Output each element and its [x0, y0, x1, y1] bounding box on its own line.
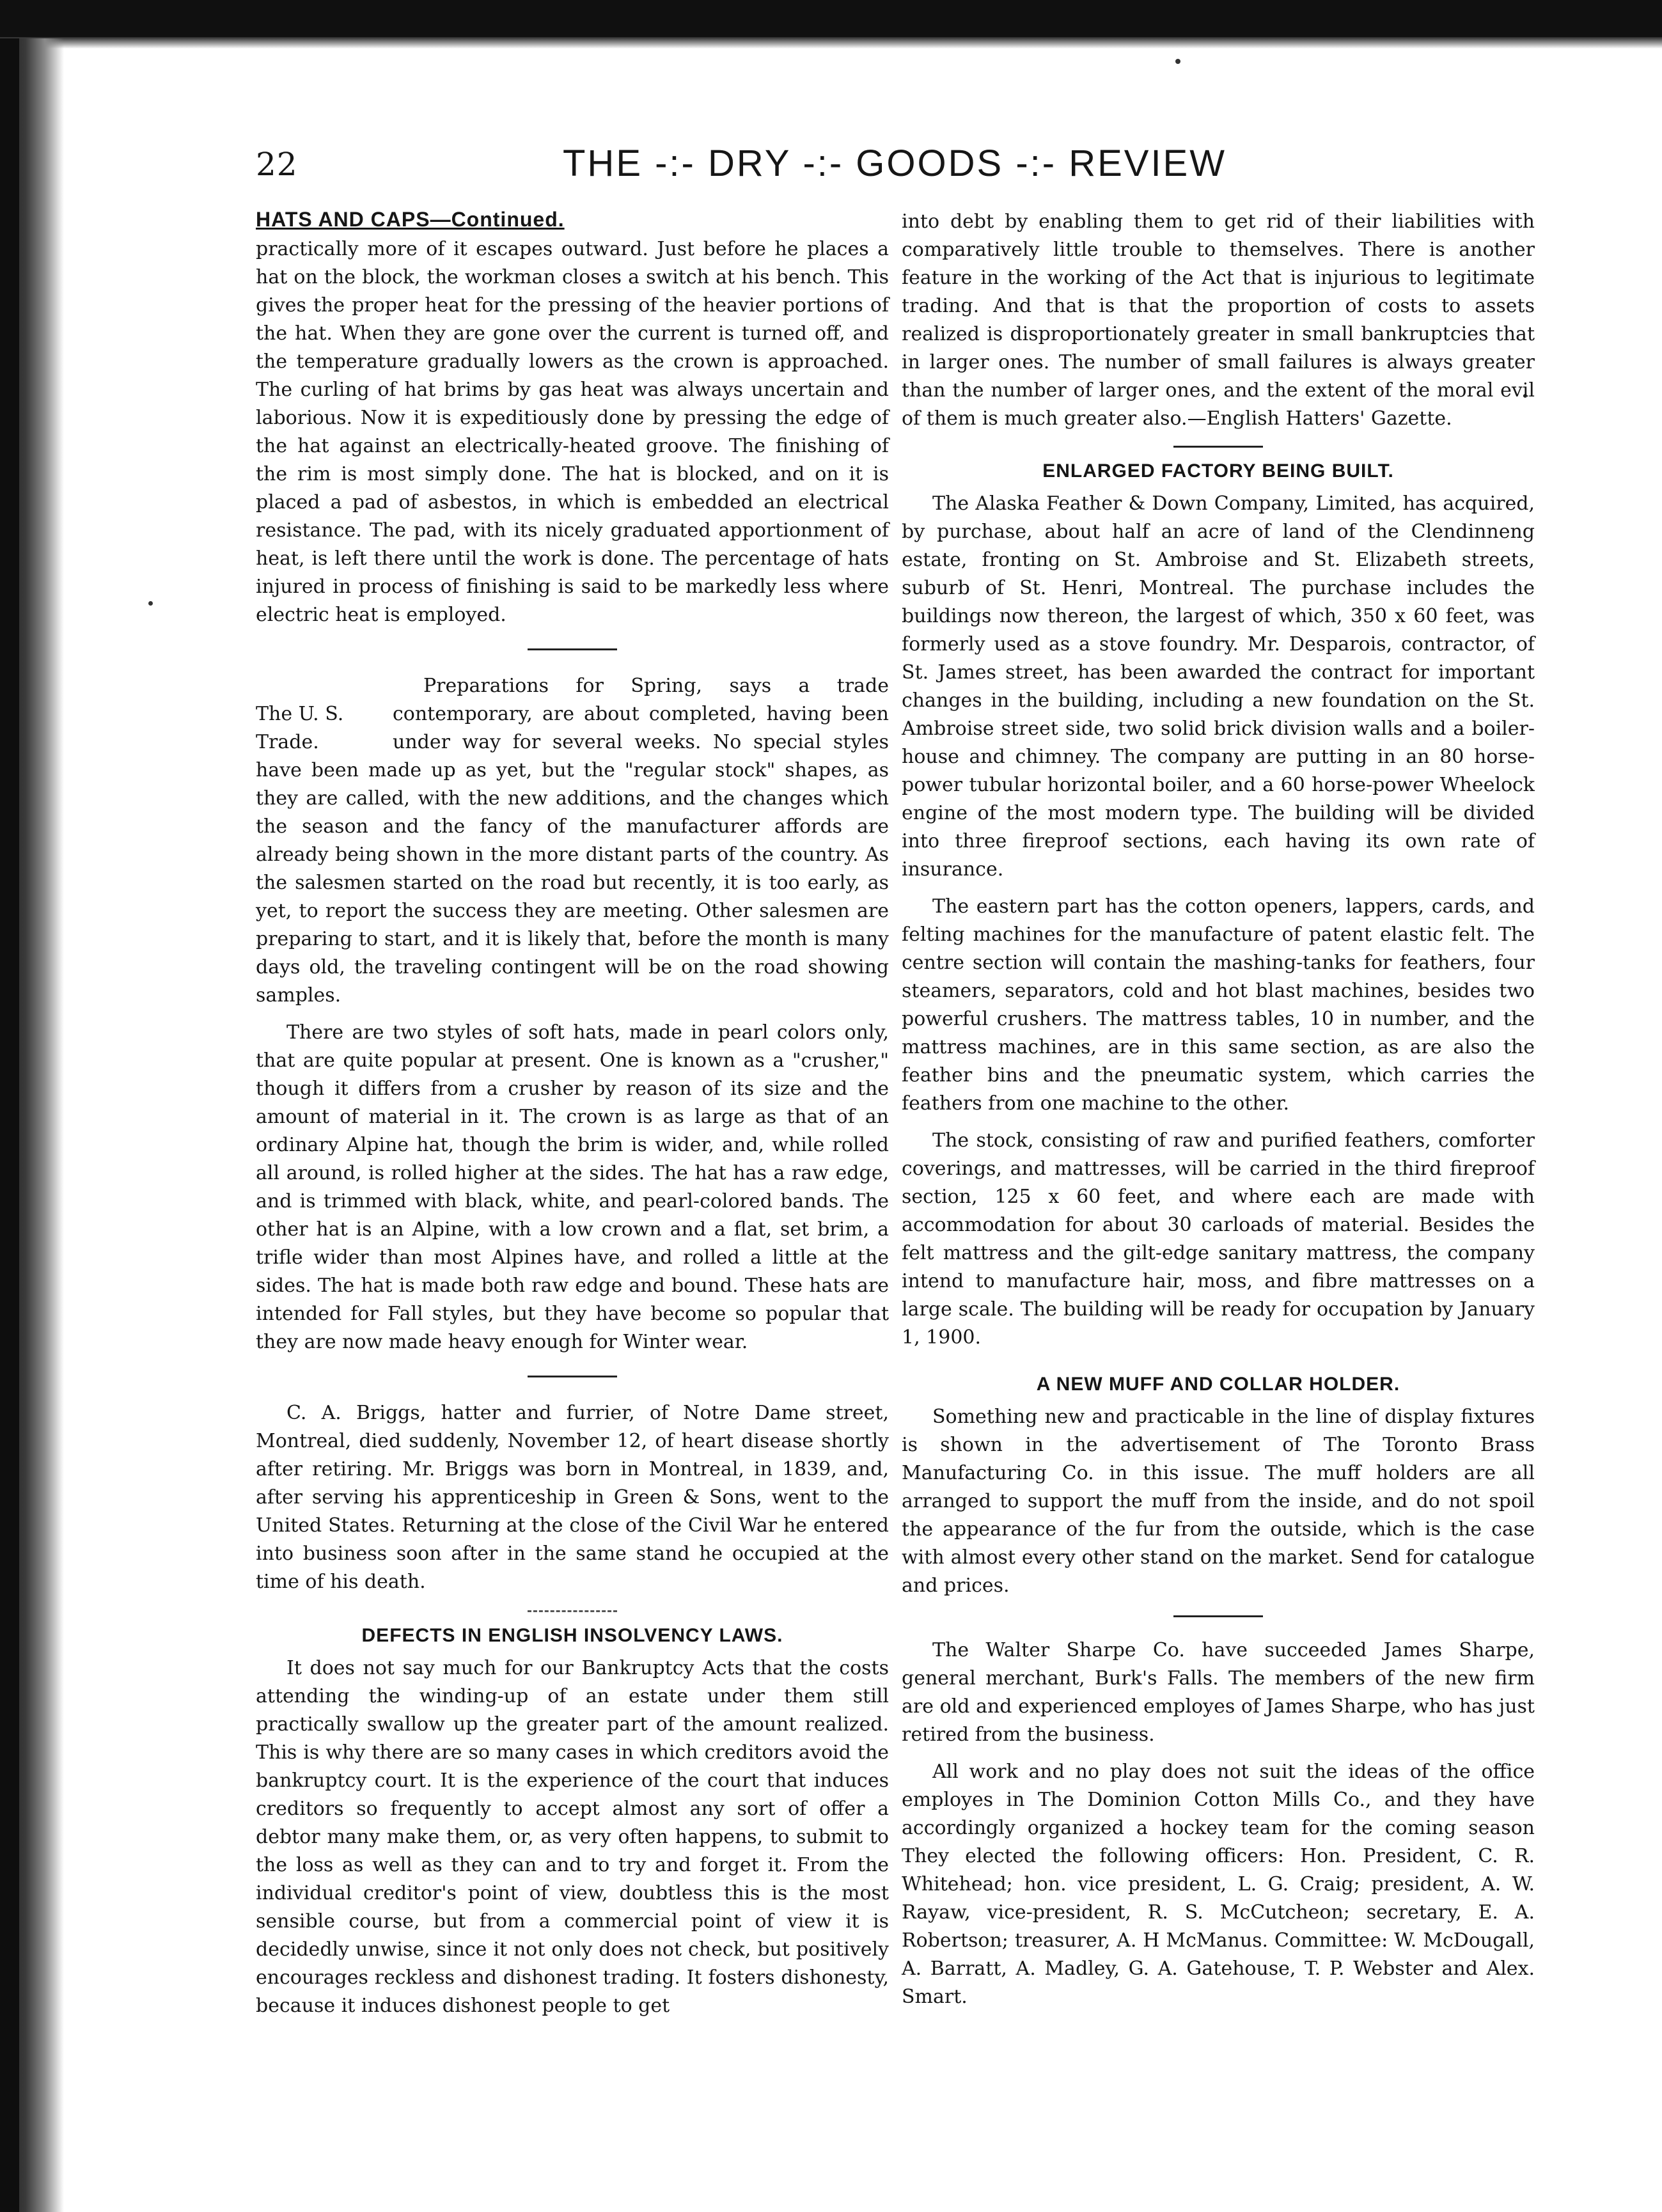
headline-muff-collar-holder: A NEW MUFF AND COLLAR HOLDER. — [1036, 1374, 1400, 1395]
section-divider — [528, 1610, 617, 1612]
article-paragraph: The eastern part has the cotton openers, lappers, cards, and felting machines for the manufacture of patent elastic felt. The centre section will contain the mashing-tanks for feathers, four steamers, separators, cold and hot blast machines, besides two powerful crushers. The mattress tables, 10 in number, and the mattress machines, are in this same section, as are also the feather bins and the pneumatic system, which carries the feathers from one machine to the other. — [902, 895, 1535, 1115]
scan-top-border — [0, 0, 1662, 37]
right-column — [902, 208, 1535, 2011]
scan-left-binding — [0, 38, 19, 2212]
scan-speck — [1175, 59, 1180, 64]
article-paragraph: Something new and practicable in the line of display fixtures is shown in the advertisement of The Toronto Brass Manufacturing Co. in this issue. The muff holders are all arranged to support the muff from the inside, and do not spoil the appearance of the fur from the outside, which is the case with almost every other stand on the market. Send for catalogue and prices. — [902, 1406, 1535, 1597]
article-paragraph: C. A. Briggs, hatter and furrier, of Notre Dame street, Montreal, died suddenly, November 12, of heart disease shortly after retiring. Mr. Briggs was born in Montreal, in 1839, and, after serving his apprenticeship in Green & Sons, went to the United States. Returning at the close of the Civil War he entered into business soon after in the same stand he occupied at the time of his death. — [256, 1402, 889, 1593]
article-paragraph: The Walter Sharpe Co. have succeeded James Sharpe, general merchant, Burk's Falls. The members of the new firm are old and experienced employes of James Sharpe, who has just retired from the business. — [902, 1639, 1535, 1746]
sidehead-us-trade: The U. S. Trade. — [256, 703, 344, 753]
article-paragraph: Preparations for Spring, says a trade contemporary, are about completed, having been under way for several weeks. No special styles have been made up as yet, but the "regular stock" shapes, as they are called, with the new additions, and the changes which the season and the fancy of the manufacturer affords are already being shown in the more distant parts of the country. As the salesmen started on the road but recently, it is too early, as yet, to report the success they are meeting. Other salesmen are preparing to start, and it is likely that, before the month is many days old, the traveling contingent will be on the road showing samples. — [256, 675, 889, 1007]
section-divider — [528, 648, 617, 650]
article-paragraph: into debt by enabling them to get rid of their liabilities with comparatively little trouble to themselves. There is another feature in the working of the Act that is injurious to legitimate trading. And that is that the proportion of costs to assets realized is disproportionately greater in small bankruptcies that in larger ones. The number of small failures is always greater than the number of larger ones, and the extent of the moral evil of them is much greater also.—English Hatters' Gazette. — [902, 210, 1535, 430]
article-paragraph: There are two styles of soft hats, made in pearl colors only, that are quite popular at present. One is known as a "crusher," though it differs from a crusher by reason of its size and the amount of material in it. The crown is as large as that of an ordinary Alpine hat, though the brim is wider, and, while rolled all around, is rolled higher at the sides. The hat has a raw edge, and is trimmed with black, white, and pearl-colored bands. The other hat is an Alpine, with a low crown and a flat, set brim, a trifle wider than most Alpines have, and rolled a little at the sides. The hat is made both raw edge and bound. These hats are intended for Fall styles, but they have become so popular that they are now made heavy enough for Winter wear. — [256, 1021, 889, 1353]
article-paragraph: The Alaska Feather & Down Company, Limited, has acquired, by purchase, about half an acre of land of the Clendinneng estate, fronting on St. Ambroise and St. Elizabeth streets, suburb of St. Henri, Montreal. The purchase includes the buildings now thereon, the largest of which, 350 x 60 feet, was formerly used as a stove foundry. Mr. Desparois, contractor, of St. James street, has been awarded the contract for important changes in the building, including a new foundation on the St. Ambroise street side, two solid brick division walls and a boiler-house and chimney. The company are putting in an 80 horse-power tubular horizontal boiler, and a 60 horse-power Wheelock engine of the most modern type. The building will be divided into three fireproof sections, each having its own rate of insurance. — [902, 492, 1535, 881]
headline-enlarged-factory: ENLARGED FACTORY BEING BUILT. — [1042, 460, 1394, 482]
section-divider — [1173, 1615, 1263, 1617]
page-number: 22 — [256, 146, 298, 183]
left-column — [256, 208, 889, 2020]
article-paragraph: All work and no play does not suit the ideas of the office employes in The Dominion Cotton Mills Co., and they have accordingly organized a hockey team for the coming season They elected the following officers: Hon. President, C. R. Whitehead; hon. vice president, L. G. Craig; president, A. W. Rayaw, vice-president, R. S. McCutcheon; secretary, E. A. Robertson; treasurer, A. H McManus. Committee: W. McDougall, A. Barratt, A. Madley, G. A. Gatehouse, T. P. Webster and Alex. Smart. — [902, 1761, 1535, 2008]
section-title-hats-and-caps: HATS AND CAPS—Continued. — [256, 208, 565, 231]
masthead-title: THE -:- DRY -:- GOODS -:- REVIEW — [563, 143, 1227, 184]
us-trade-article — [256, 672, 889, 1010]
section-divider — [1173, 446, 1263, 448]
scan-speck — [148, 601, 153, 606]
article-paragraph: It does not say much for our Bankruptcy Acts that the costs attending the winding-up of an estate under them still practically swallow up the greater part of the amount realized. This is why there are so many cases in which creditors avoid the bankruptcy court. It is the experience of the court that induces creditors so frequently to accept almost any sort of offer a debtor many make them, or, as very often happens, to submit to the loss as well as they can and to try and forget it. From the individual creditor's point of view, doubtless this is the most sensible course, but from a commercial point of view it is decidedly unwise, since it not only does not check, but positively encourages reckless and dishonest trading. It fosters dishonesty, because it induces dishonest people to get — [256, 1657, 889, 2017]
section-divider — [528, 1376, 617, 1377]
headline-defects-insolvency: DEFECTS IN ENGLISH INSOLVENCY LAWS. — [361, 1625, 783, 1646]
article-paragraph: The stock, consisting of raw and purified feathers, comforter coverings, and mattresses, will be carried in the third fireproof section, 125 x 60 feet, and where each are made with accommodation for about 30 carloads of material. Besides the felt mattress and the gilt-edge sanitary mattress, the company intend to manufacture hair, moss, and fibre mattresses on a large scale. The building will be ready for occupation by January 1, 1900. — [902, 1129, 1535, 1349]
article-paragraph: practically more of it escapes outward. Just before he places a hat on the block, the workman closes a switch at his bench. This gives the proper heat for the pressing of the heavier portions of the hat. When they are gone over the current is turned off, and the temperature gradually lowers as the crown is approached. The curling of hat brims by gas heat was always uncertain and laborious. Now it is expeditiously done by pressing the edge of the hat against an electrically-heated groove. The finishing of the rim is most simply done. The hat is blocked, and on it is placed a pad of asbestos, in which is embedded an electrical resistance. The pad, with its nicely graduated apportionment of heat, is left there until the work is done. The percentage of hats injured in process of finishing is said to be markedly less where electric heat is employed. — [256, 238, 889, 626]
